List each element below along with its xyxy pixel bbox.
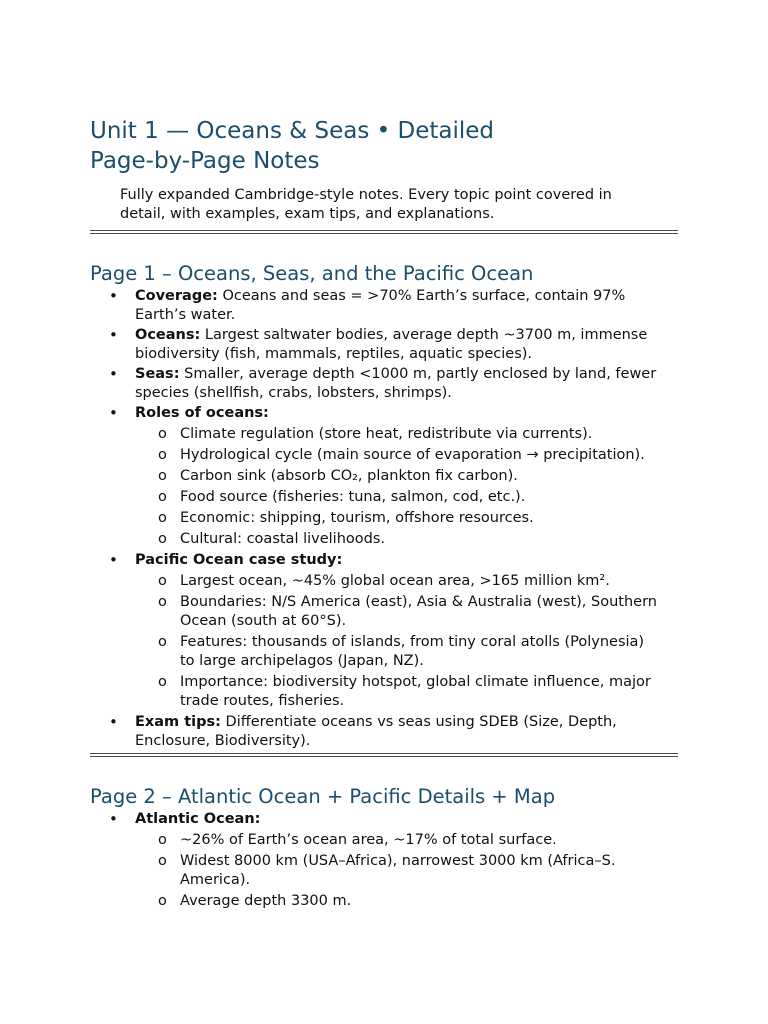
page-2-bullet-list	[90, 810, 680, 911]
sub-item: o Carbon sink (absorb CO₂, plankton fix carbon).	[158, 468, 518, 484]
sub-bullet-icon: o	[158, 426, 167, 442]
sub-bullet-icon: o	[158, 634, 167, 650]
atlantic-label: Atlantic Ocean:	[135, 811, 261, 827]
section-heading-page-1: Page 1 – Oceans, Seas, and the Pacific Ocean	[90, 262, 534, 285]
sub-bullet-icon: o	[158, 447, 167, 463]
coverage-text-cont: Earth’s water.	[135, 307, 236, 323]
bullet-icon: •	[109, 287, 118, 305]
seas-text: Smaller, average depth <1000 m, partly enclosed by land, fewer	[179, 366, 657, 382]
subtitle-line-2: detail, with examples, exam tips, and explanations.	[120, 206, 495, 222]
roles-sub-list	[135, 425, 680, 549]
pacific-sub-list	[135, 572, 680, 711]
bullet-coverage	[90, 287, 680, 325]
document-page	[90, 116, 680, 913]
roles-label: Roles of oceans:	[135, 405, 269, 421]
sub-item: o Features: thousands of islands, from tiny coral atolls (Polynesia) to large archipelagos (Japan, NZ).	[158, 634, 645, 669]
sub-item: o Average depth 3300 m.	[158, 893, 352, 909]
sub-item: o ~26% of Earth’s ocean area, ~17% of total surface.	[158, 832, 557, 848]
sub-item: o Climate regulation (store heat, redistribute via currents).	[158, 426, 593, 442]
sub-item: o Food source (fisheries: tuna, salmon, cod, etc.).	[158, 489, 526, 505]
sub-bullet-icon: o	[158, 674, 167, 690]
bullet-icon: •	[109, 326, 118, 344]
atlantic-sub-list	[135, 831, 680, 911]
bullet-pacific-case-study	[90, 551, 680, 711]
sub-item: o Widest 8000 km (USA–Africa), narrowest 3000 km (Africa–S. America).	[158, 853, 616, 888]
section-divider	[90, 753, 678, 757]
sub-item: o Boundaries: N/S America (east), Asia & Australia (west), Southern Ocean (south at 60°S).	[158, 594, 657, 629]
exam-tips-text: Differentiate oceans vs seas using SDEB (Size, Depth,	[220, 714, 617, 730]
bullet-icon: •	[109, 713, 118, 731]
title-line-2: Page-by-Page Notes	[90, 148, 320, 174]
oceans-text: Largest saltwater bodies, average depth ~3700 m, immense	[200, 327, 648, 343]
sub-bullet-icon: o	[158, 531, 167, 547]
bullet-icon: •	[109, 365, 118, 383]
sub-bullet-icon: o	[158, 853, 167, 869]
bullet-roles-of-oceans	[90, 404, 680, 549]
bullet-icon: •	[109, 810, 118, 828]
sub-item: o Largest ocean, ~45% global ocean area, >165 million km².	[158, 573, 610, 589]
exam-tips-text-cont: Enclosure, Biodiversity).	[135, 733, 311, 749]
subtitle	[120, 186, 680, 224]
bullet-atlantic-ocean	[90, 810, 680, 911]
sub-bullet-icon: o	[158, 468, 167, 484]
exam-tips-label: Exam tips:	[135, 714, 221, 730]
page-1-bullet-list	[90, 287, 680, 751]
oceans-label: Oceans:	[135, 327, 201, 343]
bullet-icon: •	[109, 551, 118, 569]
sub-bullet-icon: o	[158, 489, 167, 505]
section-heading-page-2: Page 2 – Atlantic Ocean + Pacific Details + Map	[90, 785, 556, 808]
sub-bullet-icon: o	[158, 893, 167, 909]
sub-bullet-icon: o	[158, 832, 167, 848]
seas-label: Seas:	[135, 366, 180, 382]
page-title	[90, 116, 680, 176]
bullet-oceans	[90, 326, 680, 364]
coverage-text: Oceans and seas = >70% Earth’s surface, contain 97%	[217, 288, 626, 304]
coverage-label: Coverage:	[135, 288, 218, 304]
sub-item: o Hydrological cycle (main source of evaporation → precipitation).	[158, 447, 645, 463]
pacific-label: Pacific Ocean case study:	[135, 552, 343, 568]
section-divider	[90, 230, 678, 234]
sub-item: o Cultural: coastal livelihoods.	[158, 531, 385, 547]
sub-bullet-icon: o	[158, 594, 167, 610]
sub-bullet-icon: o	[158, 510, 167, 526]
bullet-seas	[90, 365, 680, 403]
sub-item: o Economic: shipping, tourism, offshore resources.	[158, 510, 534, 526]
oceans-text-cont: biodiversity (fish, mammals, reptiles, aquatic species).	[135, 346, 533, 362]
bullet-icon: •	[109, 404, 118, 422]
sub-bullet-icon: o	[158, 573, 167, 589]
title-line-1: Unit 1 — Oceans & Seas • Detailed	[90, 118, 495, 144]
sub-item: o Importance: biodiversity hotspot, global climate influence, major trade routes, fisheries.	[158, 674, 651, 709]
subtitle-line-1: Fully expanded Cambridge-style notes. Every topic point covered in	[120, 187, 612, 203]
bullet-exam-tips	[90, 713, 680, 751]
seas-text-cont: species (shellfish, crabs, lobsters, shrimps).	[135, 385, 452, 401]
